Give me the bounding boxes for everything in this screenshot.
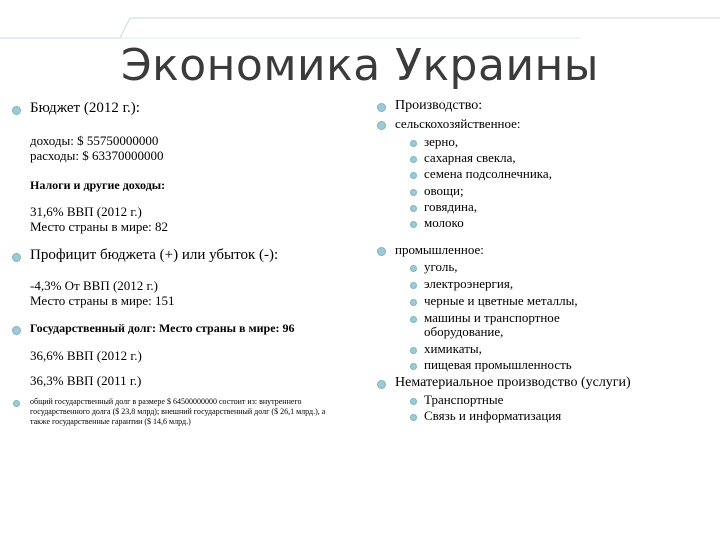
list-item: уголь, bbox=[424, 259, 458, 274]
bullet-icon bbox=[410, 316, 417, 323]
bullet-icon bbox=[377, 380, 386, 389]
bullet-icon bbox=[410, 221, 417, 228]
bullet-icon bbox=[410, 140, 417, 147]
bullet-icon bbox=[410, 156, 417, 163]
taxes-rank: Место страны в мире: 82 bbox=[30, 219, 169, 234]
taxes-gdp: 31,6% ВВП (2012 г.) bbox=[30, 204, 142, 219]
debt-note: общий государственный долг в размере $ 64500000000 состоит из: внутреннего государственного долга ($ 23,8 млрд); внешний государственный долг ($ 26,1 млрд.), а также государственные гарантии ($ 14,6 млрд.) bbox=[30, 397, 326, 426]
bullet-icon bbox=[410, 414, 417, 421]
bullet-icon bbox=[12, 253, 21, 262]
list-item: химикаты, bbox=[424, 341, 482, 356]
bullet-icon bbox=[410, 282, 417, 289]
list-item: машины и транспортное bbox=[424, 310, 560, 325]
bullet-icon bbox=[410, 189, 417, 196]
agriculture-heading: сельскохозяйственное: bbox=[395, 116, 521, 131]
bullet-icon bbox=[377, 103, 386, 112]
bullet-icon bbox=[377, 247, 386, 256]
bullet-icon bbox=[410, 205, 417, 212]
bullet-icon bbox=[377, 121, 386, 130]
industrial-heading: промышленное: bbox=[395, 242, 484, 257]
list-item: молоко bbox=[424, 215, 464, 230]
expenses-text: расходы: $ 63370000000 bbox=[30, 148, 164, 163]
list-item: пищевая промышленность bbox=[424, 357, 572, 372]
list-item-continuation: оборудование, bbox=[424, 324, 504, 339]
bullet-icon bbox=[12, 326, 21, 335]
list-item: говядина, bbox=[424, 199, 478, 214]
debt-2012: 36,6% ВВП (2012 г.) bbox=[30, 348, 142, 363]
income-text: доходы: $ 55750000000 bbox=[30, 133, 159, 148]
bullet-icon bbox=[410, 398, 417, 405]
bullet-icon bbox=[13, 400, 20, 407]
bullet-icon bbox=[410, 265, 417, 272]
bullet-icon bbox=[410, 347, 417, 354]
bullet-icon bbox=[410, 172, 417, 179]
list-item: сахарная свекла, bbox=[424, 150, 516, 165]
bullet-icon bbox=[12, 106, 21, 115]
production-heading: Производство: bbox=[395, 98, 483, 113]
bullet-icon bbox=[410, 299, 417, 306]
list-item: электроэнергия, bbox=[424, 276, 514, 291]
surplus-rank: Место страны в мире: 151 bbox=[30, 293, 175, 308]
bullet-icon bbox=[410, 363, 417, 370]
page-title: Экономика Украины bbox=[120, 40, 600, 91]
list-item: Транспортные bbox=[424, 392, 504, 407]
list-item: овощи; bbox=[424, 183, 464, 198]
debt-heading: Государственный долг: Место страны в мире: 96 bbox=[30, 321, 295, 335]
list-item: зерно, bbox=[424, 134, 459, 149]
services-heading: Нематериальное производство (услуги) bbox=[395, 375, 631, 390]
taxes-heading: Налоги и другие доходы: bbox=[30, 178, 166, 192]
surplus-gdp: -4,3% От ВВП (2012 г.) bbox=[30, 278, 158, 293]
budget-heading: Бюджет (2012 г.): bbox=[30, 100, 140, 116]
list-item: Связь и информатизация bbox=[424, 408, 562, 423]
list-item: семена подсолнечника, bbox=[424, 166, 552, 181]
debt-2011: 36,3% ВВП (2011 г.) bbox=[30, 373, 142, 388]
surplus-heading: Профицит бюджета (+) или убыток (-): bbox=[30, 247, 279, 263]
list-item: черные и цветные металлы, bbox=[424, 293, 578, 308]
